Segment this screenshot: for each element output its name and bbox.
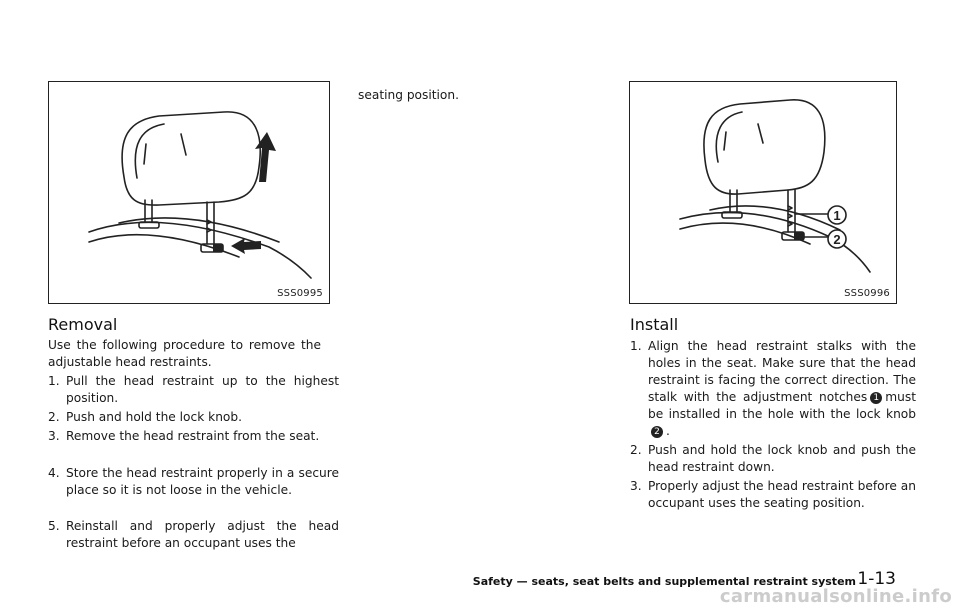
step-number: 4. [48, 466, 60, 480]
callout-1: 1 [833, 208, 841, 223]
step-text: Reinstall and properly adjust the head restraint before an occupant uses the [66, 519, 339, 550]
removal-step-2 [48, 409, 339, 426]
removal-step-1 [48, 373, 339, 407]
figure-code: SSS0995 [277, 288, 323, 299]
head-restraint-removal-illustration [49, 82, 329, 303]
step-number: 3. [630, 479, 642, 493]
step-number: 1. [630, 339, 642, 353]
section-title-removal: Removal [48, 315, 118, 334]
removal-step-5-continuation: seating position. [358, 88, 459, 102]
step-text-part1: Align the head restraint stalks with the holes in the seat. Make sure that the head restraint is facing the correct direction. The stalk with the adjustment notches [648, 339, 916, 404]
figure-head-restraint-install [629, 81, 897, 304]
install-step-1 [630, 338, 916, 440]
step-text: Properly adjust the head restraint before an occupant uses the seating position. [648, 479, 916, 510]
callout-badge-2: 2 [651, 426, 663, 438]
step-text: Push and hold the lock knob and push the head restraint down. [648, 443, 916, 474]
step-text-part3: . [666, 424, 670, 438]
watermark: carmanualsonline.info [719, 586, 952, 607]
removal-step-3 [48, 428, 339, 445]
step-number: 3. [48, 429, 60, 443]
install-step-2 [630, 442, 916, 476]
step-number: 2. [48, 410, 60, 424]
step-text: Store the head restraint properly in a secure place so it is not loose in the vehicle. [66, 466, 339, 497]
step-text: Pull the head restraint up to the highest position. [66, 374, 339, 405]
step-number: 2. [630, 443, 642, 457]
callout-2: 2 [833, 232, 841, 247]
page-number: 1-13 [857, 569, 896, 589]
figure-head-restraint-removal [48, 81, 330, 304]
callout-badge-1: 1 [870, 392, 882, 404]
footer-section-title: Safety — seats, seat belts and supplemental restraint system [472, 575, 856, 588]
removal-intro: Use the following procedure to remove the adjustable head restraints. [48, 338, 321, 369]
step-number: 1. [48, 374, 60, 388]
figure-code: SSS0996 [844, 288, 890, 299]
step-text: Push and hold the lock knob. [66, 410, 242, 424]
head-restraint-install-illustration [630, 82, 896, 303]
removal-step-4 [48, 465, 339, 499]
step-number: 5. [48, 519, 60, 533]
section-title-install: Install [630, 315, 679, 334]
install-step-3 [630, 478, 916, 512]
step-text: Remove the head restraint from the seat. [66, 429, 320, 443]
step-text-part2: must be installed in the hole with the lock knob [648, 390, 916, 421]
removal-step-5 [48, 518, 339, 552]
